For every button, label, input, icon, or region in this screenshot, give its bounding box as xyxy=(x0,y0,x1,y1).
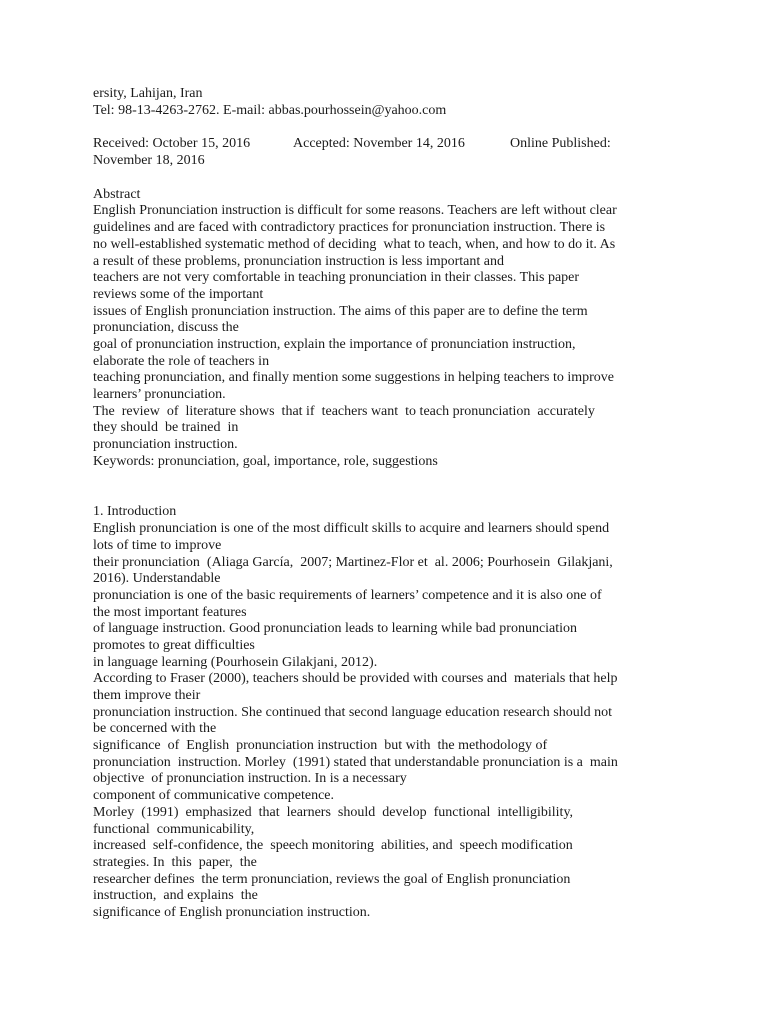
intro-line: their pronunciation (Aliaga García, 2007; Martinez-Flor et al. 2006; Pourhosein Gilakjani, xyxy=(93,554,613,570)
intro-line: instruction, and explains the xyxy=(93,888,258,904)
intro-line: of language instruction. Good pronunciation leads to learning while bad pronunciation xyxy=(93,621,578,637)
abstract-line: pronunciation instruction. xyxy=(93,437,238,453)
abstract-line: issues of English pronunciation instruction. The aims of this paper are to define the term xyxy=(93,303,588,319)
abstract-line: teachers are not very comfortable in teaching pronunciation in their classes. This paper xyxy=(93,270,580,286)
received-date: Received: October 15, 2016 xyxy=(93,136,251,152)
intro-line: pronunciation instruction. She continued that second language education research should not xyxy=(93,704,613,720)
published-label: Online Published: xyxy=(510,136,611,152)
intro-line: Morley (1991) emphasized that learners should develop functional intelligibility, xyxy=(93,804,574,820)
abstract-line: elaborate the role of teachers in xyxy=(93,353,270,369)
intro-line: researcher defines the term pronunciation, reviews the goal of English pronunciation xyxy=(93,871,571,887)
introduction-body xyxy=(93,521,678,922)
section-heading-introduction: 1. Introduction xyxy=(93,504,177,520)
intro-line: the most important features xyxy=(93,604,247,620)
spacer xyxy=(93,170,678,187)
accepted-date: Accepted: November 14, 2016 xyxy=(293,136,465,152)
intro-line: lots of time to improve xyxy=(93,537,222,553)
intro-line: component of communicative competence. xyxy=(93,788,335,804)
abstract-line: The review of literature shows that if teachers want to teach pronunciation accurately xyxy=(93,403,595,419)
intro-line: in language learning (Pourhosein Gilakjani, 2012). xyxy=(93,654,378,670)
intro-line: significance of English pronunciation instruction but with the methodology of xyxy=(93,738,548,754)
intro-line: English pronunciation is one of the most difficult skills to acquire and learners should spend xyxy=(93,521,610,537)
intro-line: increased self-confidence, the speech monitoring abilities, and speech modification xyxy=(93,838,573,854)
keywords-line: Keywords: pronunciation, goal, importance, role, suggestions xyxy=(93,453,438,469)
intro-line: strategies. In this paper, the xyxy=(93,854,257,870)
abstract-heading: Abstract xyxy=(93,186,141,202)
intro-line: 2016). Understandable xyxy=(93,571,221,587)
intro-line: pronunciation is one of the basic requirements of learners’ competence and it is also one of xyxy=(93,587,602,603)
abstract-line: English Pronunciation instruction is difficult for some reasons. Teachers are left without clear xyxy=(93,203,617,219)
publication-dates xyxy=(93,136,678,153)
abstract-line: they should be trained in xyxy=(93,420,239,436)
affiliation-line: ersity, Lahijan, Iran xyxy=(93,86,203,101)
contact-line: Tel: 98-13-4263-2762. E-mail: abbas.pourhossein@yahoo.com xyxy=(93,102,447,118)
intro-line: According to Fraser (2000), teachers should be provided with courses and materials that help xyxy=(93,671,618,687)
abstract-line: goal of pronunciation instruction, explain the importance of pronunciation instruction, xyxy=(93,336,576,352)
spacer xyxy=(93,119,678,136)
abstract-line: reviews some of the important xyxy=(93,286,264,302)
abstract-line: teaching pronunciation, and finally mention some suggestions in helping teachers to improve xyxy=(93,370,614,386)
document-page xyxy=(93,86,678,922)
intro-line: be concerned with the xyxy=(93,721,217,737)
abstract-line: guidelines and are faced with contradictory practices for pronunciation instruction. There is xyxy=(93,220,606,236)
abstract-line: a result of these problems, pronunciation instruction is less important and xyxy=(93,253,504,269)
abstract-line: pronunciation, discuss the xyxy=(93,320,239,336)
intro-line: objective of pronunciation instruction. In is a necessary xyxy=(93,771,407,787)
intro-line: promotes to great difficulties xyxy=(93,637,255,653)
published-date: November 18, 2016 xyxy=(93,153,205,169)
intro-line: pronunciation instruction. Morley (1991) stated that understandable pronunciation is a main xyxy=(93,754,618,770)
abstract-body xyxy=(93,203,678,453)
abstract-line: no well-established systematic method of deciding what to teach, when, and how to do it. As xyxy=(93,236,616,252)
spacer xyxy=(93,470,678,504)
abstract-line: learners’ pronunciation. xyxy=(93,387,226,403)
intro-line: them improve their xyxy=(93,688,201,704)
intro-line: significance of English pronunciation instruction. xyxy=(93,904,371,920)
intro-line: functional communicability, xyxy=(93,821,255,837)
